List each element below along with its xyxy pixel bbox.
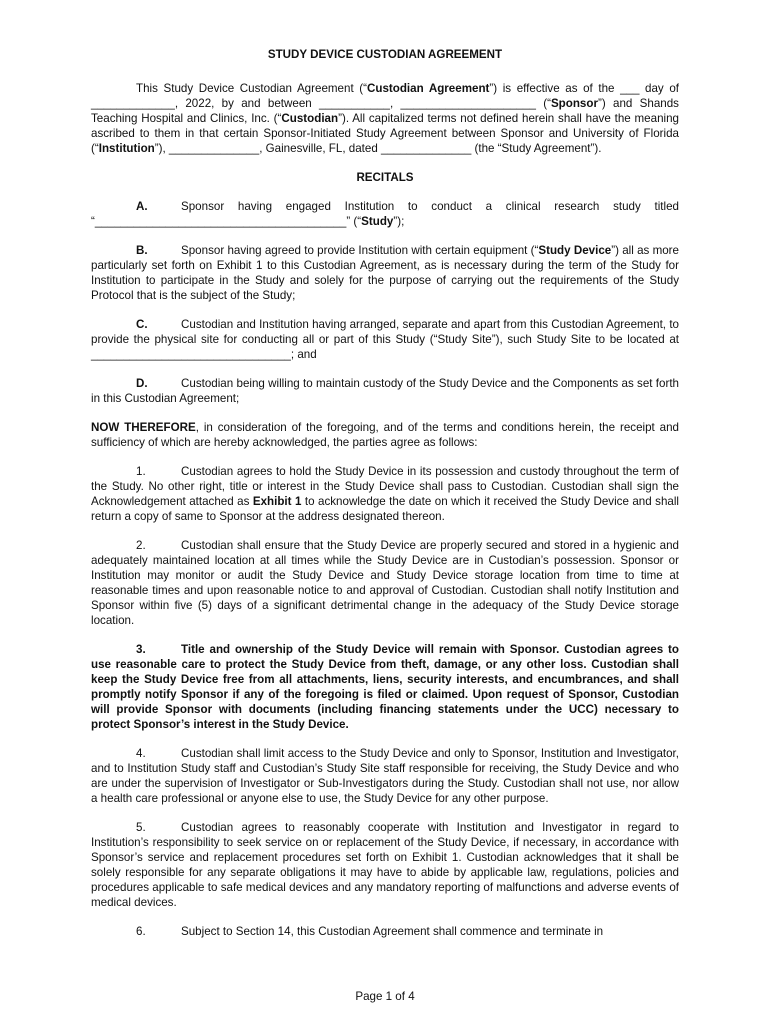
section-1: 1. Custodian agrees to hold the Study Device in its possession and custody throughout the term of the Study. No other right, title or interest in the Study Device shall pass to Custodian. Custodian shall sign the Acknowledgement attached as Exhibit 1 to acknowledge the date on which it received the Study Device and shall return a copy of same to Sponsor at the address designated thereon. xyxy=(91,465,679,523)
section-5: 5. Custodian agrees to reasonably cooperate with Institution and Investigator in regard to Institution’s responsibility to seek service on or replacement of the Study Device, if necessary, in accordance with Sponsor’s service and replacement procedures set forth on Exhibit 1. Custodian acknowledges that it shall be solely responsible for any separate obligations it may have to abide by applicable law, regulations, policies and procedures applicable to safe medical devices and any mandatory reporting of malfunctions and adverse events of medical devices. xyxy=(91,821,679,909)
intro-paragraph: This Study Device Custodian Agreement (“Custodian Agreement”) is effective as of the ___ day of _____________, 2022, by and between ___________, _____________________ (“Sponsor”) and Shands Teaching Hospital and Clinics, Inc. (“Custodian”). All capitalized terms not defined herein shall have the meaning ascribed to them in that certain Sponsor-Initiated Study Agreement between Sponsor and University of Florida (“Institution”), ______________, Gainesville, FL, dated ______________ (the “Study Agreement”). xyxy=(91,82,679,155)
recital-b: B. Sponsor having agreed to provide Institution with certain equipment (“Study Device”) all as more particularly set forth on Exhibit 1 to this Custodian Agreement, as is necessary during the term of the Study for Institution to participate in the Study and solely for the purpose of carrying out the requirements of the Study Protocol that is the subject of the Study; xyxy=(91,244,679,302)
recital-c: C. Custodian and Institution having arranged, separate and apart from this Custodian Agreement, to provide the physical site for conducting all or part of this Study (“Study Site”), such Study Site to be located at _______________________________; and xyxy=(91,318,679,361)
section-2: 2. Custodian shall ensure that the Study Device are properly secured and stored in a hygienic and adequately maintained location at all times while the Study Device are in Custodian’s possession. Sponsor or Institution may monitor or audit the Study Device and Study Device storage location from time to time at reasonable times and upon reasonable notice to and approval of Custodian. Custodian shall notify Institution and Sponsor within five (5) days of a significant detrimental change in the adequacy of the Study Device storage location. xyxy=(91,539,679,627)
section-3: 3. Title and ownership of the Study Device will remain with Sponsor. Custodian agrees to use reasonable care to protect the Study Device from theft, damage, or any other loss. Custodian shall keep the Study Device free from all attachments, liens, security interests, and encumbrances, and shall promptly notify Sponsor if any of the foregoing is filed or claimed. Upon request of Sponsor, Custodian will provide Sponsor with documents (including financing statements under the UCC) necessary to protect Sponsor’s interest in the Study Device. xyxy=(91,643,679,731)
recitals-heading: RECITALS xyxy=(356,171,414,184)
section-6: 6. Subject to Section 14, this Custodian Agreement shall commence and terminate in xyxy=(136,925,604,938)
recital-a: A. Sponsor having engaged Institution to conduct a clinical research study titled “_______________________________________” (“Study”); xyxy=(91,200,679,228)
recital-d: D. Custodian being willing to maintain custody of the Study Device and the Components as set forth in this Custodian Agreement; xyxy=(91,377,679,405)
now-therefore-paragraph: NOW THEREFORE, in consideration of the foregoing, and of the terms and conditions herein, the receipt and sufficiency of which are hereby acknowledged, the parties agree as follows: xyxy=(91,421,680,449)
document-body xyxy=(91,47,679,953)
section-4: 4. Custodian shall limit access to the Study Device and only to Sponsor, Institution and Investigator, and to Institution Study staff and Custodian’s Study Site staff responsible for receiving, the Study Device and who are under the supervision of Investigator or Sub-Investigators during the Study. Custodian shall not use, nor allow a health care professional or anyone else to use, the Study Device for any other purpose. xyxy=(91,747,679,805)
page-number-footer: Page 1 of 4 xyxy=(355,990,415,1003)
document-title: STUDY DEVICE CUSTODIAN AGREEMENT xyxy=(267,48,503,61)
